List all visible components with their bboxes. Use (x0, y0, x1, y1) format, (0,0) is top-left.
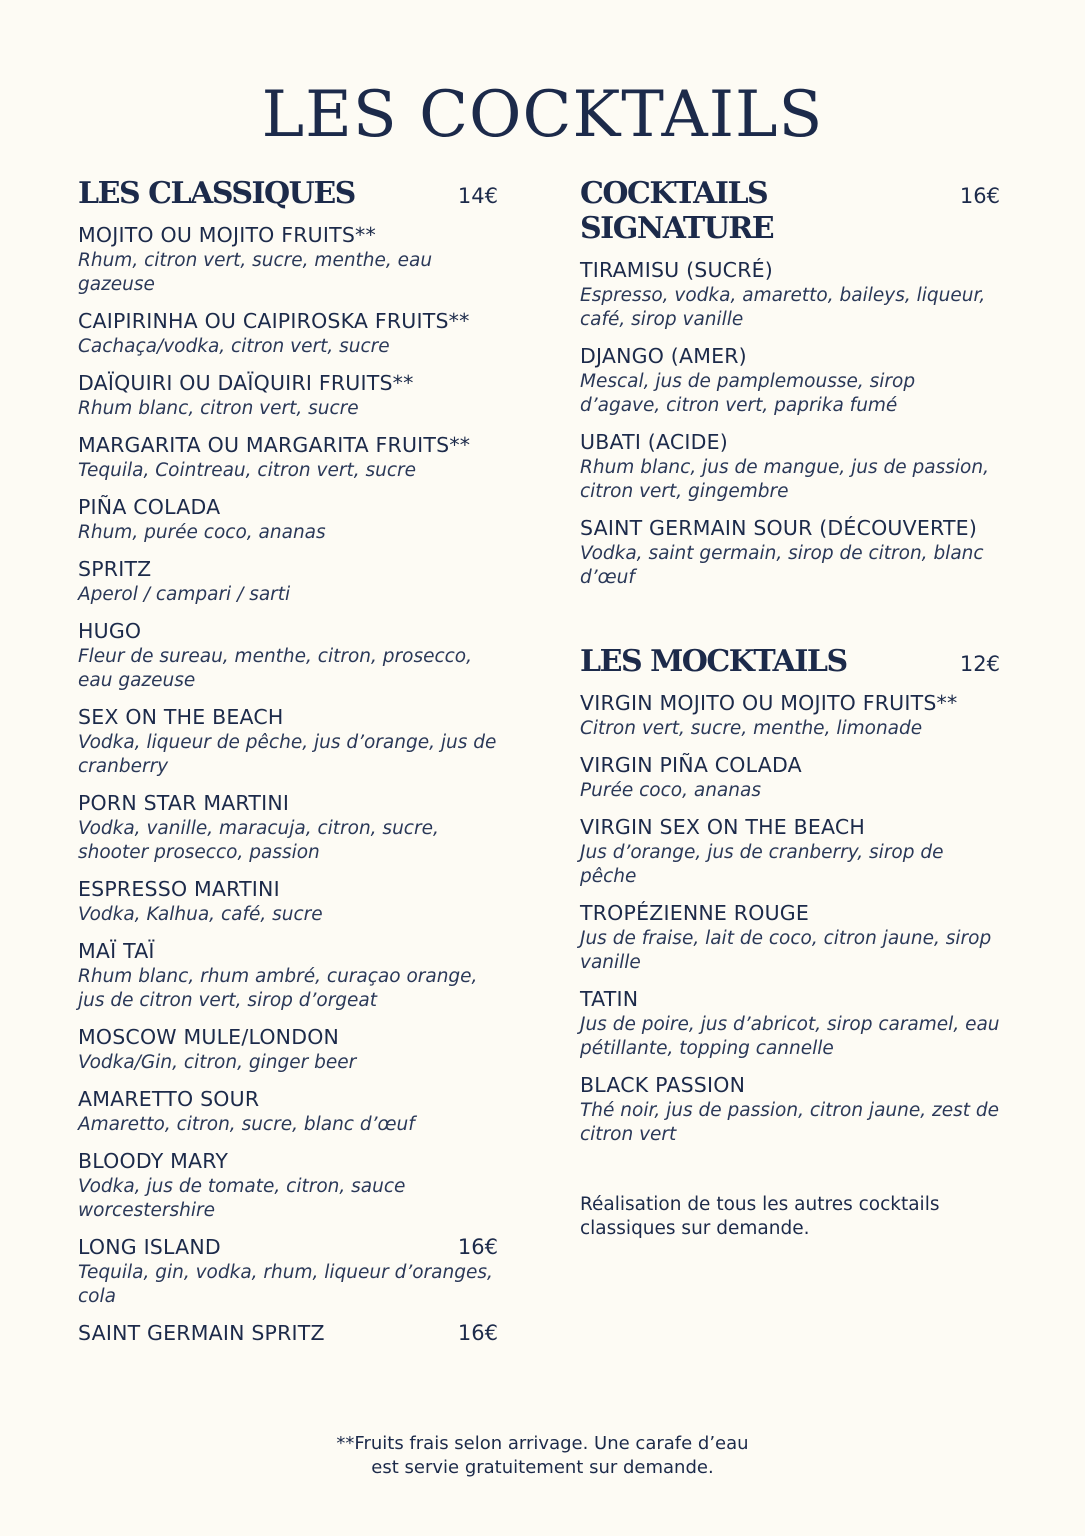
menu-item-description: Aperol / campari / sarti (78, 584, 291, 605)
menu-item (78, 369, 498, 421)
menu-item-row (580, 256, 1000, 284)
menu-item-name: VIRGIN PIÑA COLADA (580, 753, 802, 777)
menu-item-name: SAINT GERMAIN SPRITZ (78, 1321, 325, 1345)
menu-item (580, 813, 1000, 889)
menu-item-description: Rhum, citron vert, sucre, menthe, eau gazeuse (78, 250, 433, 295)
menu-item-name: MOJITO OU MOJITO FRUITS** (78, 223, 376, 247)
menu-item (580, 689, 1000, 741)
section-title: COCKTAILS SIGNATURE (580, 176, 774, 246)
menu-item-name: DAÏQUIRI OU DAÏQUIRI FRUITS** (78, 371, 414, 395)
menu-item-name: MOSCOW MULE/LONDON (78, 1025, 340, 1049)
section-price: 14€ (457, 184, 498, 208)
menu-list-mocktails (580, 689, 1000, 1147)
menu-item-description: Thé noir, jus de passion, citron jaune, zest de citron vert (580, 1100, 999, 1145)
menu-item (78, 875, 498, 927)
menu-item-description: Espresso, vodka, amaretto, baileys, liqueur, café, sirop vanille (580, 285, 986, 330)
menu-item-description: Vodka/Gin, citron, ginger beer (78, 1052, 357, 1073)
menu-item (78, 1147, 498, 1223)
footer-line: est servie gratuitement sur demande. (371, 1457, 714, 1478)
menu-item-row (78, 1023, 498, 1051)
menu-item-description: Jus de poire, jus d’abricot, sirop caramel, eau pétillante, topping cannelle (580, 1014, 1000, 1059)
menu-item-description: Rhum blanc, citron vert, sucre (78, 398, 359, 419)
menu-item (78, 1233, 498, 1309)
menu-item (78, 789, 498, 865)
page-title: LES COCKTAILS (261, 78, 824, 152)
menu-item (78, 937, 498, 1013)
menu-item-row (78, 221, 498, 249)
section-spacer (580, 600, 1000, 644)
menu-item-row (580, 514, 1000, 542)
menu-item-description: Cachaça/vodka, citron vert, sucre (78, 336, 390, 357)
menu-item-row (78, 875, 498, 903)
menu-item-row (78, 703, 498, 731)
menu-item-name: LONG ISLAND (78, 1235, 221, 1259)
menu-list-classiques (78, 221, 498, 1347)
menu-item (580, 342, 1000, 418)
menu-item (78, 221, 498, 297)
menu-item-description: Jus de fraise, lait de coco, citron jaune, sirop vanille (580, 928, 992, 973)
menu-item-name: PIÑA COLADA (78, 495, 221, 519)
menu-item-row (78, 789, 498, 817)
menu-item (580, 256, 1000, 332)
menu-item-row (78, 493, 498, 521)
menu-item-price: 16€ (457, 1321, 498, 1345)
menu-item-description: Mescal, jus de pamplemousse, sirop d’agave, citron vert, paprika fumé (580, 371, 916, 416)
custom-cocktails-note: Réalisation de tous les autres cocktails classiques sur demande. (580, 1194, 940, 1239)
section-header-mocktails (580, 644, 1000, 679)
section-price: 12€ (959, 652, 1000, 676)
menu-item-name: VIRGIN SEX ON THE BEACH (580, 815, 866, 839)
menu-item-name: PORN STAR MARTINI (78, 791, 290, 815)
menu-item-description: Vodka, Kalhua, café, sucre (78, 904, 323, 925)
menu-item-name: SEX ON THE BEACH (78, 705, 284, 729)
menu-item-row (580, 342, 1000, 370)
menu-item (78, 617, 498, 693)
menu-item-name: SPRITZ (78, 557, 152, 581)
menu-item-name: ESPRESSO MARTINI (78, 877, 280, 901)
footer-line: **Fruits frais selon arrivage. Une carafe d’eau (336, 1433, 749, 1454)
menu-item-description: Vodka, saint germain, sirop de citron, blanc d’œuf (580, 543, 984, 588)
menu-item-row (78, 1319, 498, 1347)
menu-item-row (78, 431, 498, 459)
section-header-classiques (78, 176, 498, 211)
menu-item-row (78, 937, 498, 965)
menu-list-signature (580, 256, 1000, 590)
section-title: LES MOCKTAILS (580, 644, 847, 679)
menu-item-name: UBATI (ACIDE) (580, 430, 728, 454)
menu-item-name: CAIPIRINHA OU CAIPIROSKA FRUITS** (78, 309, 470, 333)
footer-note (0, 1432, 1085, 1480)
menu-item (78, 493, 498, 545)
menu-item-name: DJANGO (AMER) (580, 344, 747, 368)
menu-item (78, 555, 498, 607)
menu-item-description: Jus d’orange, jus de cranberry, sirop de pêche (580, 842, 944, 887)
menu-item-description: Tequila, gin, vodka, rhum, liqueur d’oranges, cola (78, 1262, 493, 1307)
menu-item-row (580, 689, 1000, 717)
menu-item-description: Amaretto, citron, sucre, blanc d’œuf (78, 1114, 415, 1135)
section-title: LES CLASSIQUES (78, 176, 355, 211)
menu-item-row (580, 1071, 1000, 1099)
menu-item-description: Rhum, purée coco, ananas (78, 522, 326, 543)
menu-item-name: VIRGIN MOJITO OU MOJITO FRUITS** (580, 691, 958, 715)
section-price: 16€ (959, 184, 1000, 208)
menu-item-row (580, 751, 1000, 779)
menu-item-description: Citron vert, sucre, menthe, limonade (580, 718, 923, 739)
menu-item-description: Vodka, liqueur de pêche, jus d’orange, jus de cranberry (78, 732, 497, 777)
menu-item-row (78, 617, 498, 645)
menu-item-name: BLACK PASSION (580, 1073, 746, 1097)
menu-item-name: TROPÉZIENNE ROUGE (580, 901, 810, 925)
menu-item (78, 1023, 498, 1075)
menu-item-name: TIRAMISU (SUCRÉ) (580, 258, 773, 282)
menu-item-name: SAINT GERMAIN SOUR (DÉCOUVERTE) (580, 516, 978, 540)
menu-item-name: BLOODY MARY (78, 1149, 229, 1173)
menu-item-description: Tequila, Cointreau, citron vert, sucre (78, 460, 416, 481)
menu-item-name: HUGO (78, 619, 142, 643)
menu-item (78, 431, 498, 483)
menu-item-description: Vodka, vanille, maracuja, citron, sucre, shooter prosecco, passion (78, 818, 439, 863)
menu-item (580, 428, 1000, 504)
menu-item-description: Fleur de sureau, menthe, citron, prosecco, eau gazeuse (78, 646, 473, 691)
menu-item-row (580, 813, 1000, 841)
menu-item-name: AMARETTO SOUR (78, 1087, 260, 1111)
menu-item (78, 703, 498, 779)
menu-item-name: MARGARITA OU MARGARITA FRUITS** (78, 433, 471, 457)
menu-item-price: 16€ (457, 1235, 498, 1259)
menu-item (580, 514, 1000, 590)
menu-item-row (78, 555, 498, 583)
menu-item-name: TATIN (580, 987, 639, 1011)
menu-item (78, 1319, 498, 1347)
menu-item-row (580, 985, 1000, 1013)
menu-item-row (580, 428, 1000, 456)
menu-item-name: MAÏ TAÏ (78, 939, 155, 963)
right-column (580, 176, 1000, 1241)
menu-item (580, 1071, 1000, 1147)
menu-item-description: Rhum blanc, jus de mangue, jus de passion, citron vert, gingembre (580, 457, 989, 502)
menu-item-description: Rhum blanc, rhum ambré, curaçao orange, jus de citron vert, sirop d’orgeat (78, 966, 478, 1011)
menu-item-row (78, 307, 498, 335)
section-header-signature (580, 176, 1000, 246)
left-column (78, 176, 498, 1357)
menu-item (78, 1085, 498, 1137)
menu-item (580, 985, 1000, 1061)
menu-item-row (580, 899, 1000, 927)
menu-item-description: Purée coco, ananas (580, 780, 761, 801)
menu-item-row (78, 1233, 498, 1261)
menu-item-row (78, 1085, 498, 1113)
menu-item-row (78, 1147, 498, 1175)
menu-item (580, 751, 1000, 803)
menu-item-description: Vodka, jus de tomate, citron, sauce worcestershire (78, 1176, 406, 1221)
menu-item (580, 899, 1000, 975)
menu-item-row (78, 369, 498, 397)
menu-item (78, 307, 498, 359)
